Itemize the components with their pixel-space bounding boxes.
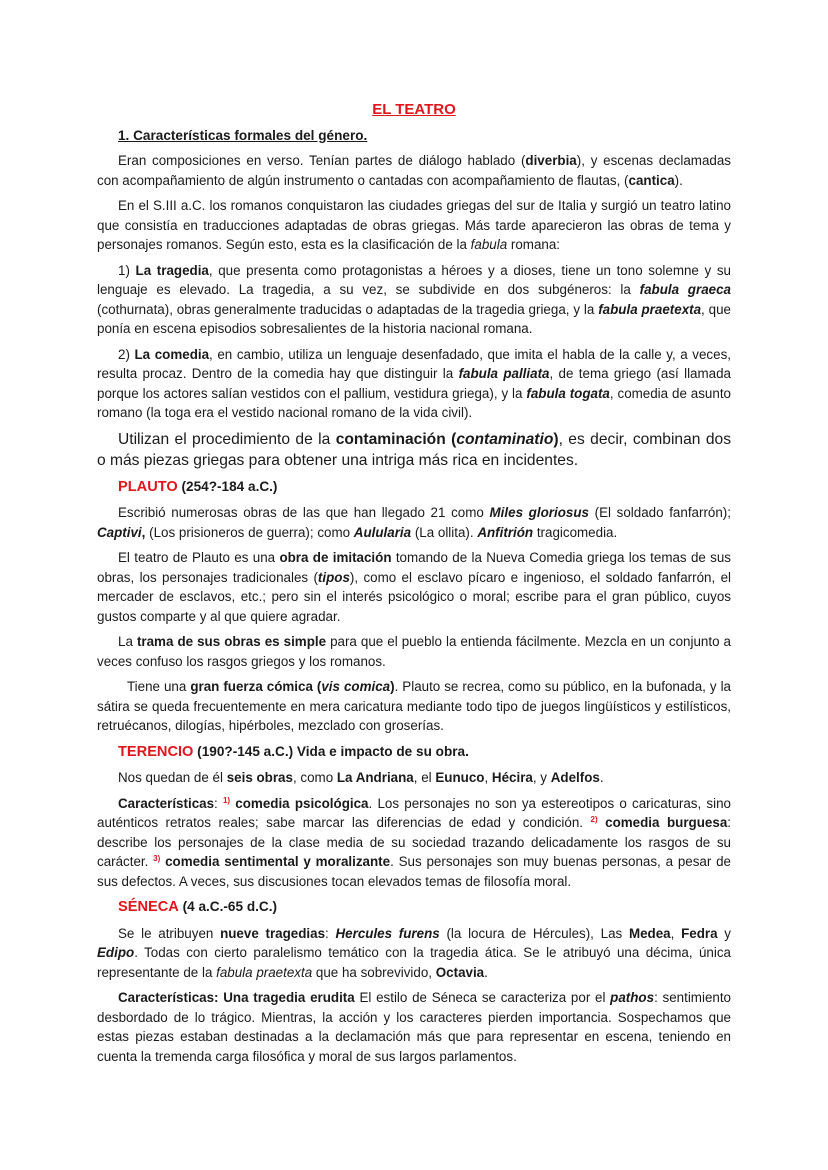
paragraph-seneca-characteristics: Características: Una tragedia erudita El estilo de Séneca se caracteriza por el pathos: sentimiento desbordado de lo trágico. Mientras, la acción y los caracteres pierden importancia. Sospechamos que estas piezas estaban destinadas a la declamación más que para representar en escena, teniendo en cuenta la tremenda carga filosófica y moral de sus largos parlamentos. (97, 990, 732, 1064)
plauto-heading: PLAUTO (254?-184 a.C.) (118, 478, 278, 495)
paragraph-terencio-characteristics: Características: $^{1)}$ comedia psicológica. Los personajes no son ya estereotipos o caricaturas, sino auténticos retratos reales; sabe marcar las diferencias de edad y condición. $^{2)}$ comedia burguesa: describe los personajes de la clase media de su sociedad trazando delicadamente los rasgos de su carácter. $^{3)}$ comedia sentimental y moralizante. Sus personajes son muy buenas personas, a pesar de sus defectos. A veces, sus discusiones tocan elevados temas de filosofía moral. (97, 795, 732, 889)
paragraph-roman-conquest: En el S.III a.C. los romanos conquistaron las ciudades griegas del sur de Italia y surgió un teatro latino que consistía en traducciones adaptadas de obras griegas. Más tarde aparecieron las obras de tema y personajes romanos. Según esto, esta es la clasificación de la fabula romana: (97, 198, 731, 252)
page-title: EL TEATRO (372, 101, 456, 118)
paragraph-plauto-imitation: El teatro de Plauto es una obra de imitación tomando de la Nueva Comedia griega los temas de sus obras, los personajes tradicionales (tipos), como el esclavo pícaro e ingenioso, el soldado fanfarrón, el mercader de esclavos, etc.; pero sin el interés psicológico o moral; escribe para el gran público, cuyos gustos comparte y al que quiere agradar. (97, 550, 731, 624)
paragraph-terencio-works: Nos quedan de él seis obras, como La Andriana, el Eunuco, Hécira, y Adelfos. (118, 770, 604, 785)
paragraph-plauto-works: Escribió numerosas obras de las que han llegado 21 como Miles gloriosus (El soldado fanfarrón); Captivi, (Los prisioneros de guerra); como Aulularia (La ollita). Anfitrión tragicomedia. (97, 505, 731, 540)
document-body (97, 100, 731, 1072)
paragraph-comedy: 2) La comedia, en cambio, utiliza un lenguaje desenfadado, que imita el habla de la calle y, a veces, resulta procaz. Dentro de la comedia hay que distinguir la fabula palliata, de tema griego (así llamada porque los actores salían vestidos con el pallium, vestidura griega), y la fabula togata, comedia de asunto romano (la toga era el vestido nacional romano de la vida civil). (97, 346, 731, 420)
seneca-heading: SÉNECA (4 a.C.-65 d.C.) (118, 899, 278, 915)
paragraph-tragedy: 1) La tragedia, que presenta como protagonistas a héroes y a dioses, tiene un tono solemne y su lenguaje es elevado. La tragedia, a su vez, se subdivide en dos subgéneros: la fabula graeca (cothurnata), obras generalmente traducidas o adaptadas de la tragedia griega, y la fabula praetexta, que ponía en escena episodios sobresalientes de la historia nacional romana. (97, 262, 731, 336)
terencio-heading: TERENCIO (190?-145 a.C.) Vida e impacto de su obra. (118, 743, 469, 760)
paragraph-contamination: Utilizan el procedimiento de la contaminación (contaminatio), es decir, combinan dos o más piezas griegas para obtener una intriga más rica en incidentes. (97, 430, 731, 469)
paragraph-plauto-comic-force: Tiene una gran fuerza cómica (vis comica). Plauto se recrea, como su público, en la bufonada, y la sátira se queda frecuentemente en mera caricatura mediante todo tipo de juegos lingüísticos y estilísticos, retruécanos, dilogías, hipérboles, mezclado con groserías. (97, 679, 731, 733)
paragraph-verse-composition: Eran composiciones en verso. Tenían partes de diálogo hablado (diverbia), y escenas declamadas con acompañamiento de algún instrumento o cantadas con acompañamiento de flautas, (cantica). (97, 153, 731, 188)
section-heading: 1. Características formales del género. (118, 127, 368, 143)
paragraph-plauto-plot: La trama de sus obras es simple para que el pueblo la entienda fácilmente. Mezcla en un conjunto a veces confuso los rasgos griegos y los romanos. (97, 634, 732, 669)
paragraph-seneca-tragedies: Se le atribuyen nueve tragedias: Hercules furens (la locura de Hércules), Las Medea, Fedra y Edipo. Todas con cierto paralelismo temático con la tragedia ática. Se le atribuyó una décima, única representante de la fabula praetexta que ha sobrevivido, Octavia. (97, 925, 731, 980)
